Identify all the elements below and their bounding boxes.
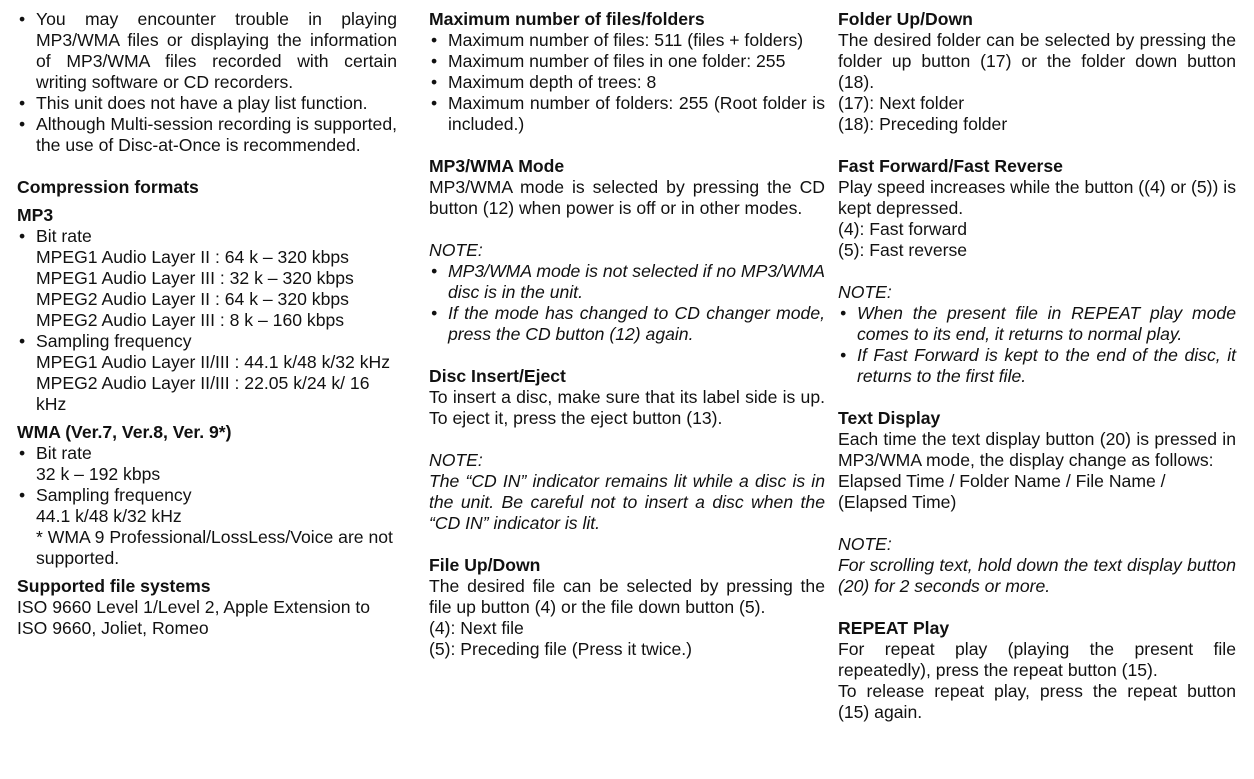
note-label: NOTE: — [429, 240, 483, 260]
list-item: • If the mode has changed to CD changer mode, press the CD button (12) again. — [429, 303, 825, 345]
list-item: • You may encounter trouble in playing MP3/WMA files or displaying the information of MP3/WMA files recorded with certain writing software or CD recorders. — [17, 9, 397, 93]
ff-button-line: (5): Fast reverse — [838, 240, 968, 260]
mp3-wma-mode-heading: MP3/WMA Mode — [429, 156, 565, 176]
wma-bitrate-label: • Bit rate — [36, 443, 92, 463]
file-button-line: (5): Preceding file (Press it twice.) — [429, 639, 693, 659]
column-middle — [429, 9, 825, 660]
mp3-sampling-label: • Sampling frequency — [36, 331, 192, 351]
mp3-bitrate-item — [17, 226, 397, 331]
folder-up-down-text: The desired folder can be selected by pressing the folder up button (17) or the folder down button (18). — [838, 30, 1236, 92]
list-item: • Maximum number of files in one folder: 255 — [429, 51, 825, 72]
wma-bitrate-item — [17, 443, 397, 485]
column-right — [838, 9, 1236, 723]
text-display-text: Each time the text display button (20) is pressed in MP3/WMA mode, the display change as follows: — [838, 429, 1236, 470]
list-item: • This unit does not have a play list function. — [17, 93, 397, 114]
repeat-release-text: To release repeat play, press the repeat button (15) again. — [838, 681, 1236, 722]
ff-note-list — [838, 303, 1236, 387]
list-item: • Maximum depth of trees: 8 — [429, 72, 825, 93]
mp3-bitrate-line: MPEG2 Audio Layer III : 8 k – 160 kbps — [36, 310, 345, 330]
max-files-list — [429, 30, 825, 135]
list-item: • If Fast Forward is kept to the end of the disc, it returns to the first file. — [838, 345, 1236, 387]
wma-sampling-label: • Sampling frequency — [36, 485, 192, 505]
fast-forward-reverse-text: Play speed increases while the button ((4) or (5)) is kept depressed. — [838, 177, 1236, 218]
file-up-down-text: The desired file can be selected by pressing the file up button (4) or the file down button (5). — [429, 576, 825, 617]
disc-note-text: The “CD IN” indicator remains lit while a disc is in the unit. Be careful not to insert a disc when the “CD IN” indicator is lit. — [429, 471, 825, 533]
wma-heading: WMA (Ver.7, Ver.8, Ver. 9*) — [17, 422, 232, 442]
note-label: NOTE: — [429, 450, 483, 470]
list-item: • When the present file in REPEAT play mode comes to its end, it returns to normal play. — [838, 303, 1236, 345]
folder-button-line: (18): Preceding folder — [838, 114, 1008, 134]
wma-bitrate-value: 32 k – 192 kbps — [36, 464, 161, 484]
intro-bullet-list — [17, 9, 397, 156]
text-display-note: For scrolling text, hold down the text display button (20) for 2 seconds or more. — [838, 555, 1236, 596]
wma-sampling-item — [17, 485, 397, 569]
mp3-bitrate-line: MPEG2 Audio Layer II : 64 k – 320 kbps — [36, 289, 349, 309]
mp3-sampling-line: MPEG2 Audio Layer II/III : 22.05 k/24 k/ 16 kHz — [36, 373, 370, 414]
mp3-sampling-line: MPEG1 Audio Layer II/III : 44.1 k/48 k/32 kHz — [36, 352, 391, 372]
file-systems-text: ISO 9660 Level 1/Level 2, Apple Extension to ISO 9660, Joliet, Romeo — [17, 597, 371, 638]
repeat-play-heading: REPEAT Play — [838, 618, 950, 638]
disc-insert-eject-text: To insert a disc, make sure that its label side is up. To eject it, press the eject button (13). — [429, 387, 825, 428]
mp3-sampling-item — [17, 331, 397, 415]
disc-insert-eject-heading: Disc Insert/Eject — [429, 366, 566, 386]
mp3-wma-mode-text: MP3/WMA mode is selected by pressing the CD button (12) when power is off or in other modes. — [429, 177, 825, 218]
mp3-bitrate-label: • Bit rate — [36, 226, 92, 246]
list-item: • Maximum number of folders: 255 (Root folder is included.) — [429, 93, 825, 135]
mode-note-list — [429, 261, 825, 345]
note-label: NOTE: — [838, 534, 892, 554]
ff-button-line: (4): Fast forward — [838, 219, 968, 239]
mp3-bitrate-line: MPEG1 Audio Layer III : 32 k – 320 kbps — [36, 268, 354, 288]
wma-sampling-value: 44.1 k/48 k/32 kHz — [36, 506, 182, 526]
file-systems-heading: Supported file systems — [17, 576, 211, 596]
folder-up-down-heading: Folder Up/Down — [838, 9, 973, 29]
text-display-sequence: Elapsed Time / Folder Name / File Name / (Elapsed Time) — [838, 471, 1166, 512]
text-display-heading: Text Display — [838, 408, 941, 428]
column-left — [17, 9, 397, 639]
wma-footnote: * WMA 9 Professional/LossLess/Voice are not supported. — [36, 527, 393, 568]
mp3-heading: MP3 — [17, 205, 54, 225]
max-files-heading: Maximum number of files/folders — [429, 9, 705, 29]
compression-formats-heading: Compression formats — [17, 177, 199, 197]
repeat-play-text: For repeat play (playing the present file repeatedly), press the repeat button (15). — [838, 639, 1236, 680]
folder-button-line: (17): Next folder — [838, 93, 965, 113]
mp3-bitrate-line: MPEG1 Audio Layer II : 64 k – 320 kbps — [36, 247, 349, 267]
list-item: • MP3/WMA mode is not selected if no MP3/WMA disc is in the unit. — [429, 261, 825, 303]
list-item: • Maximum number of files: 511 (files + folders) — [429, 30, 825, 51]
note-label: NOTE: — [838, 282, 892, 302]
wma-spec-list — [17, 443, 397, 569]
file-button-line: (4): Next file — [429, 618, 524, 638]
fast-forward-reverse-heading: Fast Forward/Fast Reverse — [838, 156, 1063, 176]
list-item: • Although Multi-session recording is supported, the use of Disc-at-Once is recommended. — [17, 114, 397, 156]
mp3-spec-list — [17, 226, 397, 415]
file-up-down-heading: File Up/Down — [429, 555, 541, 575]
